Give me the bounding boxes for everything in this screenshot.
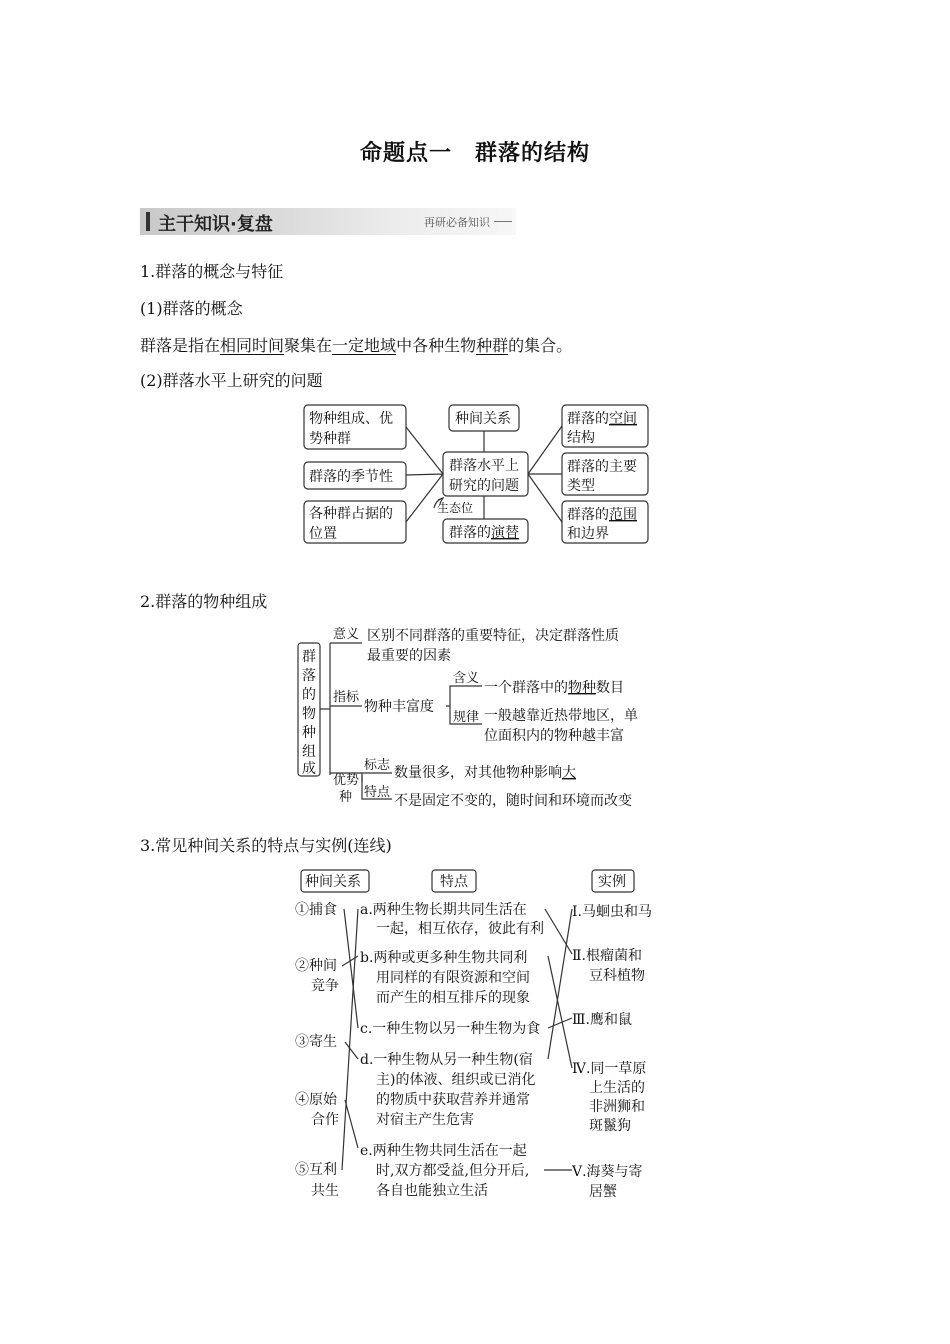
feat-a: a.两种生物长期共同生活在 <box>360 902 527 918</box>
niche-label: 生态位 <box>437 501 474 515</box>
header-ex: 实例 <box>598 874 626 890</box>
header-box-rel <box>301 870 369 892</box>
feat-c: c.一种生物以另一种生物为食 <box>360 1021 541 1037</box>
box-left3 <box>304 501 406 543</box>
ex-1: Ⅰ.马蛔虫和马 <box>572 904 652 920</box>
left1-text: 物种组成、优 <box>309 411 393 427</box>
link-3d <box>345 1042 358 1059</box>
box-right1 <box>562 405 648 447</box>
left1-text: 势种群 <box>309 431 351 447</box>
vertical-title-box <box>298 643 320 776</box>
tedian-label: 特点 <box>364 785 391 800</box>
meaning-label: 意义 <box>333 627 360 642</box>
ex-2: 豆科植物 <box>589 968 645 984</box>
dominant-branch <box>362 775 392 799</box>
def-key: 相同时间 <box>220 336 285 355</box>
link-b4 <box>548 956 572 1068</box>
def-part: 的集合。 <box>508 336 573 355</box>
vbox-char: 群 <box>302 649 316 665</box>
box-right2 <box>562 453 648 495</box>
link-1c <box>344 909 358 1028</box>
guilv-text: 位面积内的物种越丰富 <box>484 728 624 744</box>
feat-b: 而产生的相互排斥的现象 <box>376 990 530 1006</box>
def-part: 群落是指在 <box>140 336 221 355</box>
tedian-text: 不是固定不变的，随时间和环境而改变 <box>394 793 632 809</box>
guilv-label: 规律 <box>453 710 480 725</box>
subheading-1-2: (2)群落水平上研究的问题 <box>140 371 323 390</box>
header-feat: 特点 <box>440 874 468 890</box>
ex-2: Ⅱ.根瘤菌和 <box>572 948 642 964</box>
connector-left <box>406 427 443 522</box>
header-box-feat <box>432 870 476 892</box>
right1-key: 空间 <box>609 411 637 427</box>
hanyi-label: 含义 <box>453 671 480 686</box>
link-c3 <box>548 1018 572 1028</box>
section-banner <box>140 208 516 235</box>
feat-d: 的物质中获取营养并通常 <box>376 1092 530 1108</box>
ex-4: Ⅳ.同一草原 <box>572 1061 647 1077</box>
def-key: 一定地域 <box>332 336 397 355</box>
ex-3: Ⅲ.鹰和鼠 <box>572 1012 632 1028</box>
connector-right <box>528 426 562 522</box>
def-key: 种群 <box>476 336 509 355</box>
banner-line <box>494 221 512 222</box>
feat-d: 主)的体液、组织或已消化 <box>376 1072 536 1088</box>
banner-accent-bar <box>146 212 150 231</box>
definition-text <box>140 333 572 356</box>
right3-text: 和边界 <box>567 526 609 542</box>
banner-subtitle: 再研必备知识 <box>424 216 490 229</box>
hanyi-part: 数目 <box>596 680 624 696</box>
vbox-char: 的 <box>302 687 316 703</box>
heading-3: 3.常见种间关系的特点与实例(连线) <box>140 836 392 855</box>
bottom-text <box>449 524 519 541</box>
bottom-text-part: 群落的 <box>449 525 491 541</box>
left3-text: 各种群占据的 <box>309 506 393 522</box>
rel-5: ⑤互利 <box>295 1162 337 1178</box>
feat-d: 对宿主产生危害 <box>376 1112 474 1128</box>
main-brace <box>320 643 330 775</box>
niche-arrow <box>434 498 443 508</box>
box-right3 <box>562 501 648 543</box>
right1-text <box>567 410 637 427</box>
box-left1 <box>304 405 406 449</box>
rel-2: ②种间 <box>295 958 337 974</box>
vbox-char: 成 <box>302 761 316 777</box>
bottom-text-key: 演替 <box>491 525 519 541</box>
feat-a: 一起，相互依存，彼此有利 <box>376 921 544 937</box>
link-2b <box>342 956 358 966</box>
rel-4: ④原始 <box>295 1092 337 1108</box>
box-center <box>443 452 528 496</box>
center-text: 群落水平上 <box>449 458 519 474</box>
box-top <box>449 405 519 431</box>
ex-4: 非洲狮和 <box>589 1099 645 1115</box>
header-rel: 种间关系 <box>305 874 361 890</box>
link-a2 <box>545 909 572 954</box>
feat-b: 用同样的有限资源和空间 <box>376 970 530 986</box>
feat-e: 各自也能独立生活 <box>376 1183 488 1199</box>
link-d1 <box>548 909 572 1059</box>
ex-5: 居蟹 <box>589 1184 617 1200</box>
page-title: 命题点一 群落的结构 <box>359 140 590 166</box>
dominant-label: 种 <box>339 790 353 805</box>
right1-text: 结构 <box>567 430 595 446</box>
biaozhi-label: 标志 <box>364 758 391 773</box>
subheading-1-1: (1)群落的概念 <box>140 299 243 318</box>
feat-d: d.一种生物从另一种生物(宿 <box>360 1052 533 1068</box>
link-5a <box>342 909 358 1170</box>
ex-5: Ⅴ.海葵与寄 <box>572 1164 643 1180</box>
right3-part: 群落的 <box>567 507 609 523</box>
center-text: 研究的问题 <box>449 478 519 494</box>
index-label: 指标 <box>333 690 360 705</box>
vbox-char: 组 <box>302 744 316 760</box>
right3-text <box>567 506 637 523</box>
niche-arrowhead <box>438 498 443 503</box>
left2-text: 群落的季节性 <box>309 469 393 485</box>
feat-e: 时,双方都受益,但分开后, <box>376 1163 530 1179</box>
ex-4: 斑鬣狗 <box>589 1118 631 1134</box>
ex-4: 上生活的 <box>589 1080 645 1096</box>
dominant-line <box>330 773 392 782</box>
right2-text: 类型 <box>567 478 595 494</box>
vbox-char: 物 <box>302 706 316 722</box>
hanyi-part: 一个群落中的 <box>484 680 568 696</box>
def-part: 聚集在 <box>284 336 333 355</box>
rel-4: 合作 <box>311 1112 339 1128</box>
box-bottom <box>443 519 528 543</box>
meaning-text: 最重要的因素 <box>367 648 451 664</box>
feat-e: e.两种生物共同生活在一起 <box>360 1143 527 1159</box>
richness-brace <box>446 686 482 724</box>
biaozhi-key: 大 <box>562 765 576 781</box>
right3-key: 范围 <box>609 507 637 523</box>
vbox-char: 种 <box>302 725 316 741</box>
def-part: 中各种生物 <box>396 336 477 355</box>
heading-2: 2.群落的物种组成 <box>140 592 268 611</box>
left3-text: 位置 <box>309 526 337 542</box>
rel-1: ①捕食 <box>295 902 337 918</box>
biaozhi-part: 数量很多，对其他物种影响 <box>394 765 562 781</box>
meaning-text: 区别不同群落的重要特征，决定群落性质 <box>367 628 619 644</box>
hanyi-key: 物种 <box>568 680 596 696</box>
box-left2 <box>304 462 406 489</box>
guilv-text: 一般越靠近热带地区，单 <box>484 708 638 724</box>
banner-title: 主干知识·复盘 <box>158 214 273 235</box>
link-4e <box>345 1100 358 1148</box>
rel-2: 竞争 <box>311 978 339 994</box>
dominant-label: 优势 <box>333 773 360 788</box>
hanyi-text <box>484 679 624 696</box>
richness-text: 物种丰富度 <box>364 699 434 715</box>
right2-text: 群落的主要 <box>567 459 637 475</box>
heading-1: 1.群落的概念与特征 <box>140 262 284 281</box>
rel-5: 共生 <box>311 1183 339 1199</box>
header-box-ex <box>592 870 634 892</box>
vbox-char: 落 <box>302 668 316 684</box>
right1-part: 群落的 <box>567 411 609 427</box>
top-text: 种间关系 <box>455 411 511 427</box>
biaozhi-text <box>394 764 576 781</box>
rel-3: ③寄生 <box>295 1034 337 1050</box>
feat-b: b.两种或更多种生物共同利 <box>360 950 528 966</box>
